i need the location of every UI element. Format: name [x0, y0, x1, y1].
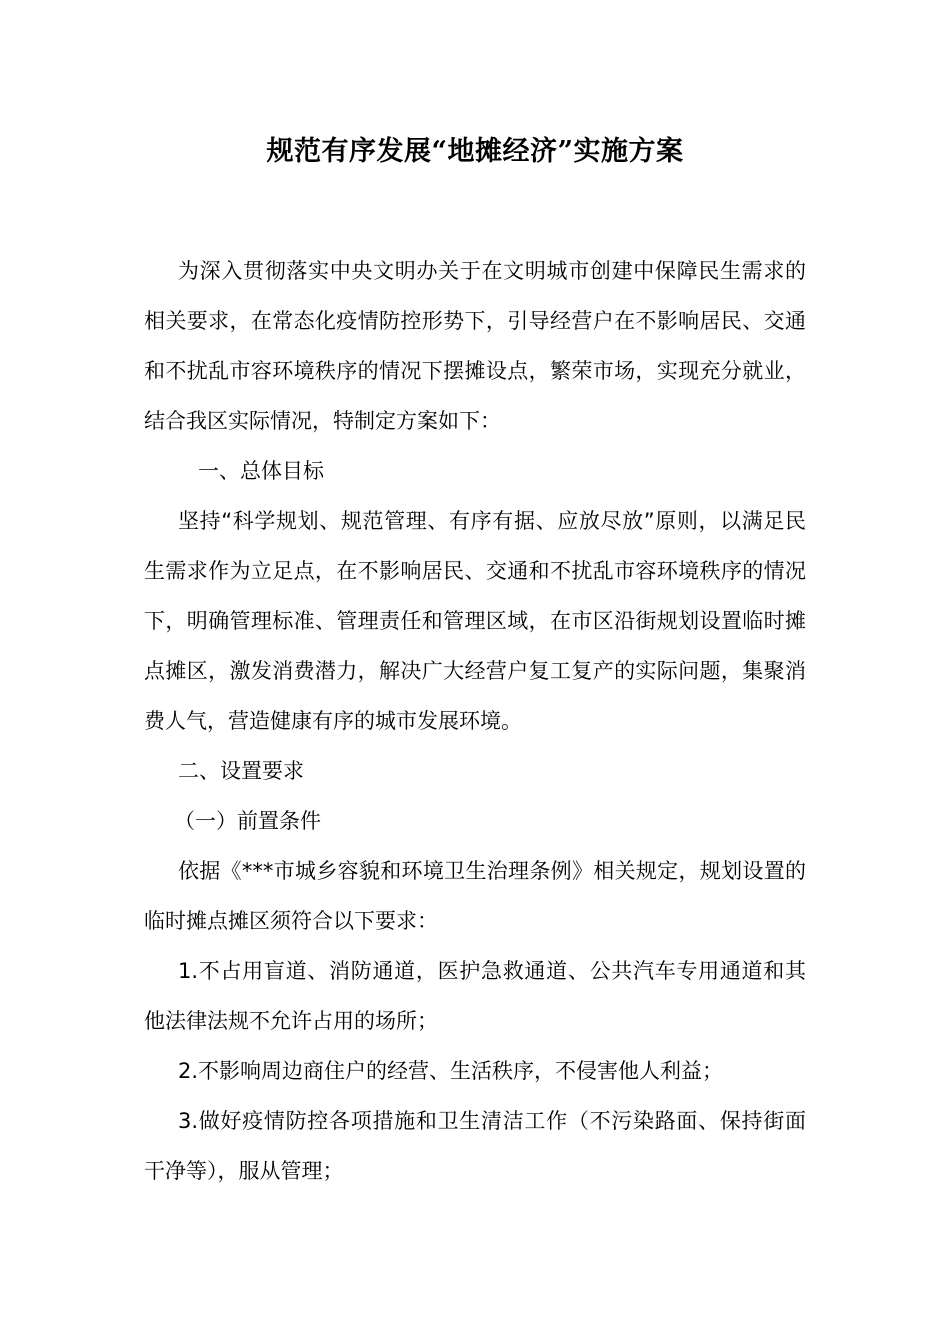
goal-paragraph: 坚持“科学规划、规范管理、有序有据、应放尽放”原则，以满足民生需求作为立足点，在不影响居民、交通和不扰乱市容环境秩序的情况下，明确管理标准、管理责任和管理区域，在市区沿街规划设置临时摊点摊区，激发消费潜力，解决广大经营户复工复产的实际问题，集聚消费人气，营造健康有序的城市发展环境。: [144, 509, 806, 733]
subsection-heading-preconditions: （一）前置条件: [174, 809, 321, 833]
section-heading-requirements: 二、设置要求: [178, 759, 304, 783]
requirement-item-3: 3.做好疫情防控各项措施和卫生清洁工作（不污染路面、保持街面干净等），服从管理；: [144, 1109, 806, 1183]
intro-paragraph: 为深入贯彻落实中央文明办关于在文明城市创建中保障民生需求的相关要求，在常态化疫情防控形势下，引导经营户在不影响居民、交通和不扰乱市容环境秩序的情况下摆摊设点，繁荣市场，实现充分就业，结合我区实际情况，特制定方案如下：: [144, 259, 806, 433]
requirement-item-1: 1.不占用盲道、消防通道，医护急救通道、公共汽车专用通道和其他法律法规不允许占用的场所；: [144, 959, 806, 1033]
requirement-item-2: 2.不影响周边商住户的经营、生活秩序，不侵害他人利益；: [178, 1059, 724, 1083]
document-body: [144, 246, 806, 1196]
preconditions-paragraph: 依据《***市城乡容貌和环境卫生治理条例》相关规定，规划设置的临时摊点摊区须符合以下要求：: [144, 859, 806, 933]
document-title: 规范有序发展“地摊经济”实施方案: [266, 136, 684, 167]
section-heading-overall-goal: 一、总体目标: [198, 459, 324, 483]
